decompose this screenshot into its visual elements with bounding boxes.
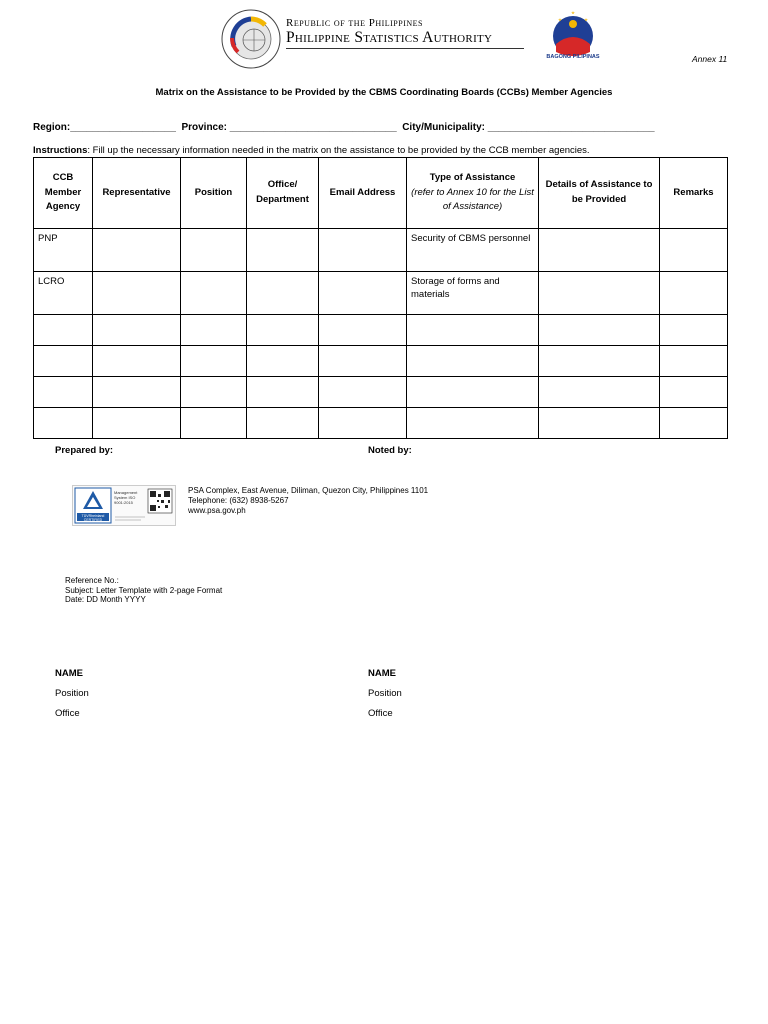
psa-seal-logo xyxy=(220,8,282,70)
cert-label: Management System ISO 9001:2015 xyxy=(114,490,138,505)
table-header-row xyxy=(34,158,728,229)
cell-remarks[interactable] xyxy=(660,408,728,439)
cell-details[interactable] xyxy=(539,346,660,377)
address-line: PSA Complex, East Avenue, Diliman, Quezon City, Philippines 1101 xyxy=(188,486,429,495)
cell-office[interactable] xyxy=(247,229,319,272)
cell-details[interactable] xyxy=(539,229,660,272)
cell-details[interactable] xyxy=(539,315,660,346)
cell-email[interactable] xyxy=(319,229,407,272)
signatory-office: Office xyxy=(55,708,80,719)
instructions-label: Instructions xyxy=(33,145,88,156)
document-title: Matrix on the Assistance to be Provided by the CBMS Coordinating Boards (CCBs) Member Agencies xyxy=(155,87,613,98)
reference-block xyxy=(65,576,222,605)
republic-line: Republic of the Philippines xyxy=(286,17,423,29)
cell-email[interactable] xyxy=(319,346,407,377)
cell-position[interactable] xyxy=(181,408,247,439)
cell-representative[interactable] xyxy=(93,377,181,408)
cell-remarks[interactable] xyxy=(660,346,728,377)
cell-agency[interactable] xyxy=(34,346,93,377)
cell-type[interactable] xyxy=(407,408,539,439)
cell-type[interactable] xyxy=(407,315,539,346)
header-position: Position xyxy=(181,158,247,229)
cell-agency[interactable] xyxy=(34,408,93,439)
table-row xyxy=(34,315,728,346)
cell-details[interactable] xyxy=(539,272,660,315)
cell-remarks[interactable] xyxy=(660,315,728,346)
cell-type[interactable] xyxy=(407,377,539,408)
header-details: Details of Assistance to be Provided xyxy=(539,158,660,229)
cell-email[interactable] xyxy=(319,272,407,315)
cell-remarks[interactable] xyxy=(660,272,728,315)
cell-details[interactable] xyxy=(539,377,660,408)
cell-type[interactable]: Security of CBMS personnel xyxy=(407,229,539,272)
cell-representative[interactable] xyxy=(93,272,181,315)
date-line: Date: DD Month YYYY xyxy=(65,595,146,604)
signatory-office: Office xyxy=(368,708,393,719)
header-type xyxy=(407,158,539,229)
cell-remarks[interactable] xyxy=(660,377,728,408)
prepared-by-label: Prepared by: xyxy=(55,445,114,456)
cell-remarks[interactable] xyxy=(660,229,728,272)
bagong-pilipinas-label: BAGONG PILIPINAS xyxy=(546,54,600,60)
reference-number: Reference No.: xyxy=(65,576,119,585)
cell-email[interactable] xyxy=(319,315,407,346)
cell-office[interactable] xyxy=(247,272,319,315)
cell-email[interactable] xyxy=(319,377,407,408)
cell-position[interactable] xyxy=(181,377,247,408)
cell-office[interactable] xyxy=(247,346,319,377)
cell-details[interactable] xyxy=(539,408,660,439)
cell-agency[interactable] xyxy=(34,315,93,346)
noted-by-label: Noted by: xyxy=(368,445,412,456)
cell-position[interactable] xyxy=(181,229,247,272)
cell-agency[interactable] xyxy=(34,377,93,408)
header-remarks: Remarks xyxy=(660,158,728,229)
agency-name: Philippine Statistics Authority xyxy=(286,29,493,46)
instructions xyxy=(33,145,590,156)
cell-type[interactable]: Storage of forms and materials xyxy=(407,272,539,315)
cell-position[interactable] xyxy=(181,272,247,315)
cell-office[interactable] xyxy=(247,408,319,439)
table-row xyxy=(34,408,728,439)
cell-representative[interactable] xyxy=(93,229,181,272)
telephone-line: Telephone: (632) 8938-5267 xyxy=(188,496,289,505)
table-row xyxy=(34,377,728,408)
signatory-name: NAME xyxy=(55,668,83,679)
assistance-matrix-table xyxy=(33,157,728,439)
header-email: Email Address xyxy=(319,158,407,229)
iso-certification-badge xyxy=(72,485,176,526)
table-row xyxy=(34,229,728,272)
website-link[interactable]: www.psa.gov.ph xyxy=(188,506,246,515)
header-representative: Representative xyxy=(93,158,181,229)
cell-position[interactable] xyxy=(181,315,247,346)
agency-address-block xyxy=(188,486,428,516)
cell-email[interactable] xyxy=(319,408,407,439)
annex-label: Annex 11 xyxy=(692,54,728,64)
cell-office[interactable] xyxy=(247,377,319,408)
instructions-text: : Fill up the necessary information needed in the matrix on the assistance to be provided by the CCB member agencies. xyxy=(87,145,590,156)
signatory-name: NAME xyxy=(368,668,396,679)
cell-agency[interactable]: PNP xyxy=(34,229,93,272)
header-office: Office/ Department xyxy=(247,158,319,229)
cert-body: TÜVRheinland CERTIFIED xyxy=(81,514,105,522)
table-row xyxy=(34,346,728,377)
location-fields: Region:___________________ Province: ______________________________ City/Municipality: ______________________________ xyxy=(33,122,655,133)
table-row xyxy=(34,272,728,315)
signatory-position: Position xyxy=(55,688,89,699)
cell-agency[interactable]: LCRO xyxy=(34,272,93,315)
cell-representative[interactable] xyxy=(93,346,181,377)
cell-type[interactable] xyxy=(407,346,539,377)
header-rule xyxy=(286,48,524,49)
header-type-label: Type of Assistance xyxy=(429,171,516,183)
header-type-note: (refer to Annex 10 for the List of Assistance) xyxy=(411,186,534,213)
cell-representative[interactable] xyxy=(93,408,181,439)
subject-line: Subject: Letter Template with 2-page Format xyxy=(65,585,223,595)
header-agency: CCB Member Agency xyxy=(34,158,93,229)
signatory-position: Position xyxy=(368,688,402,699)
cell-representative[interactable] xyxy=(93,315,181,346)
cell-office[interactable] xyxy=(247,315,319,346)
cell-position[interactable] xyxy=(181,346,247,377)
